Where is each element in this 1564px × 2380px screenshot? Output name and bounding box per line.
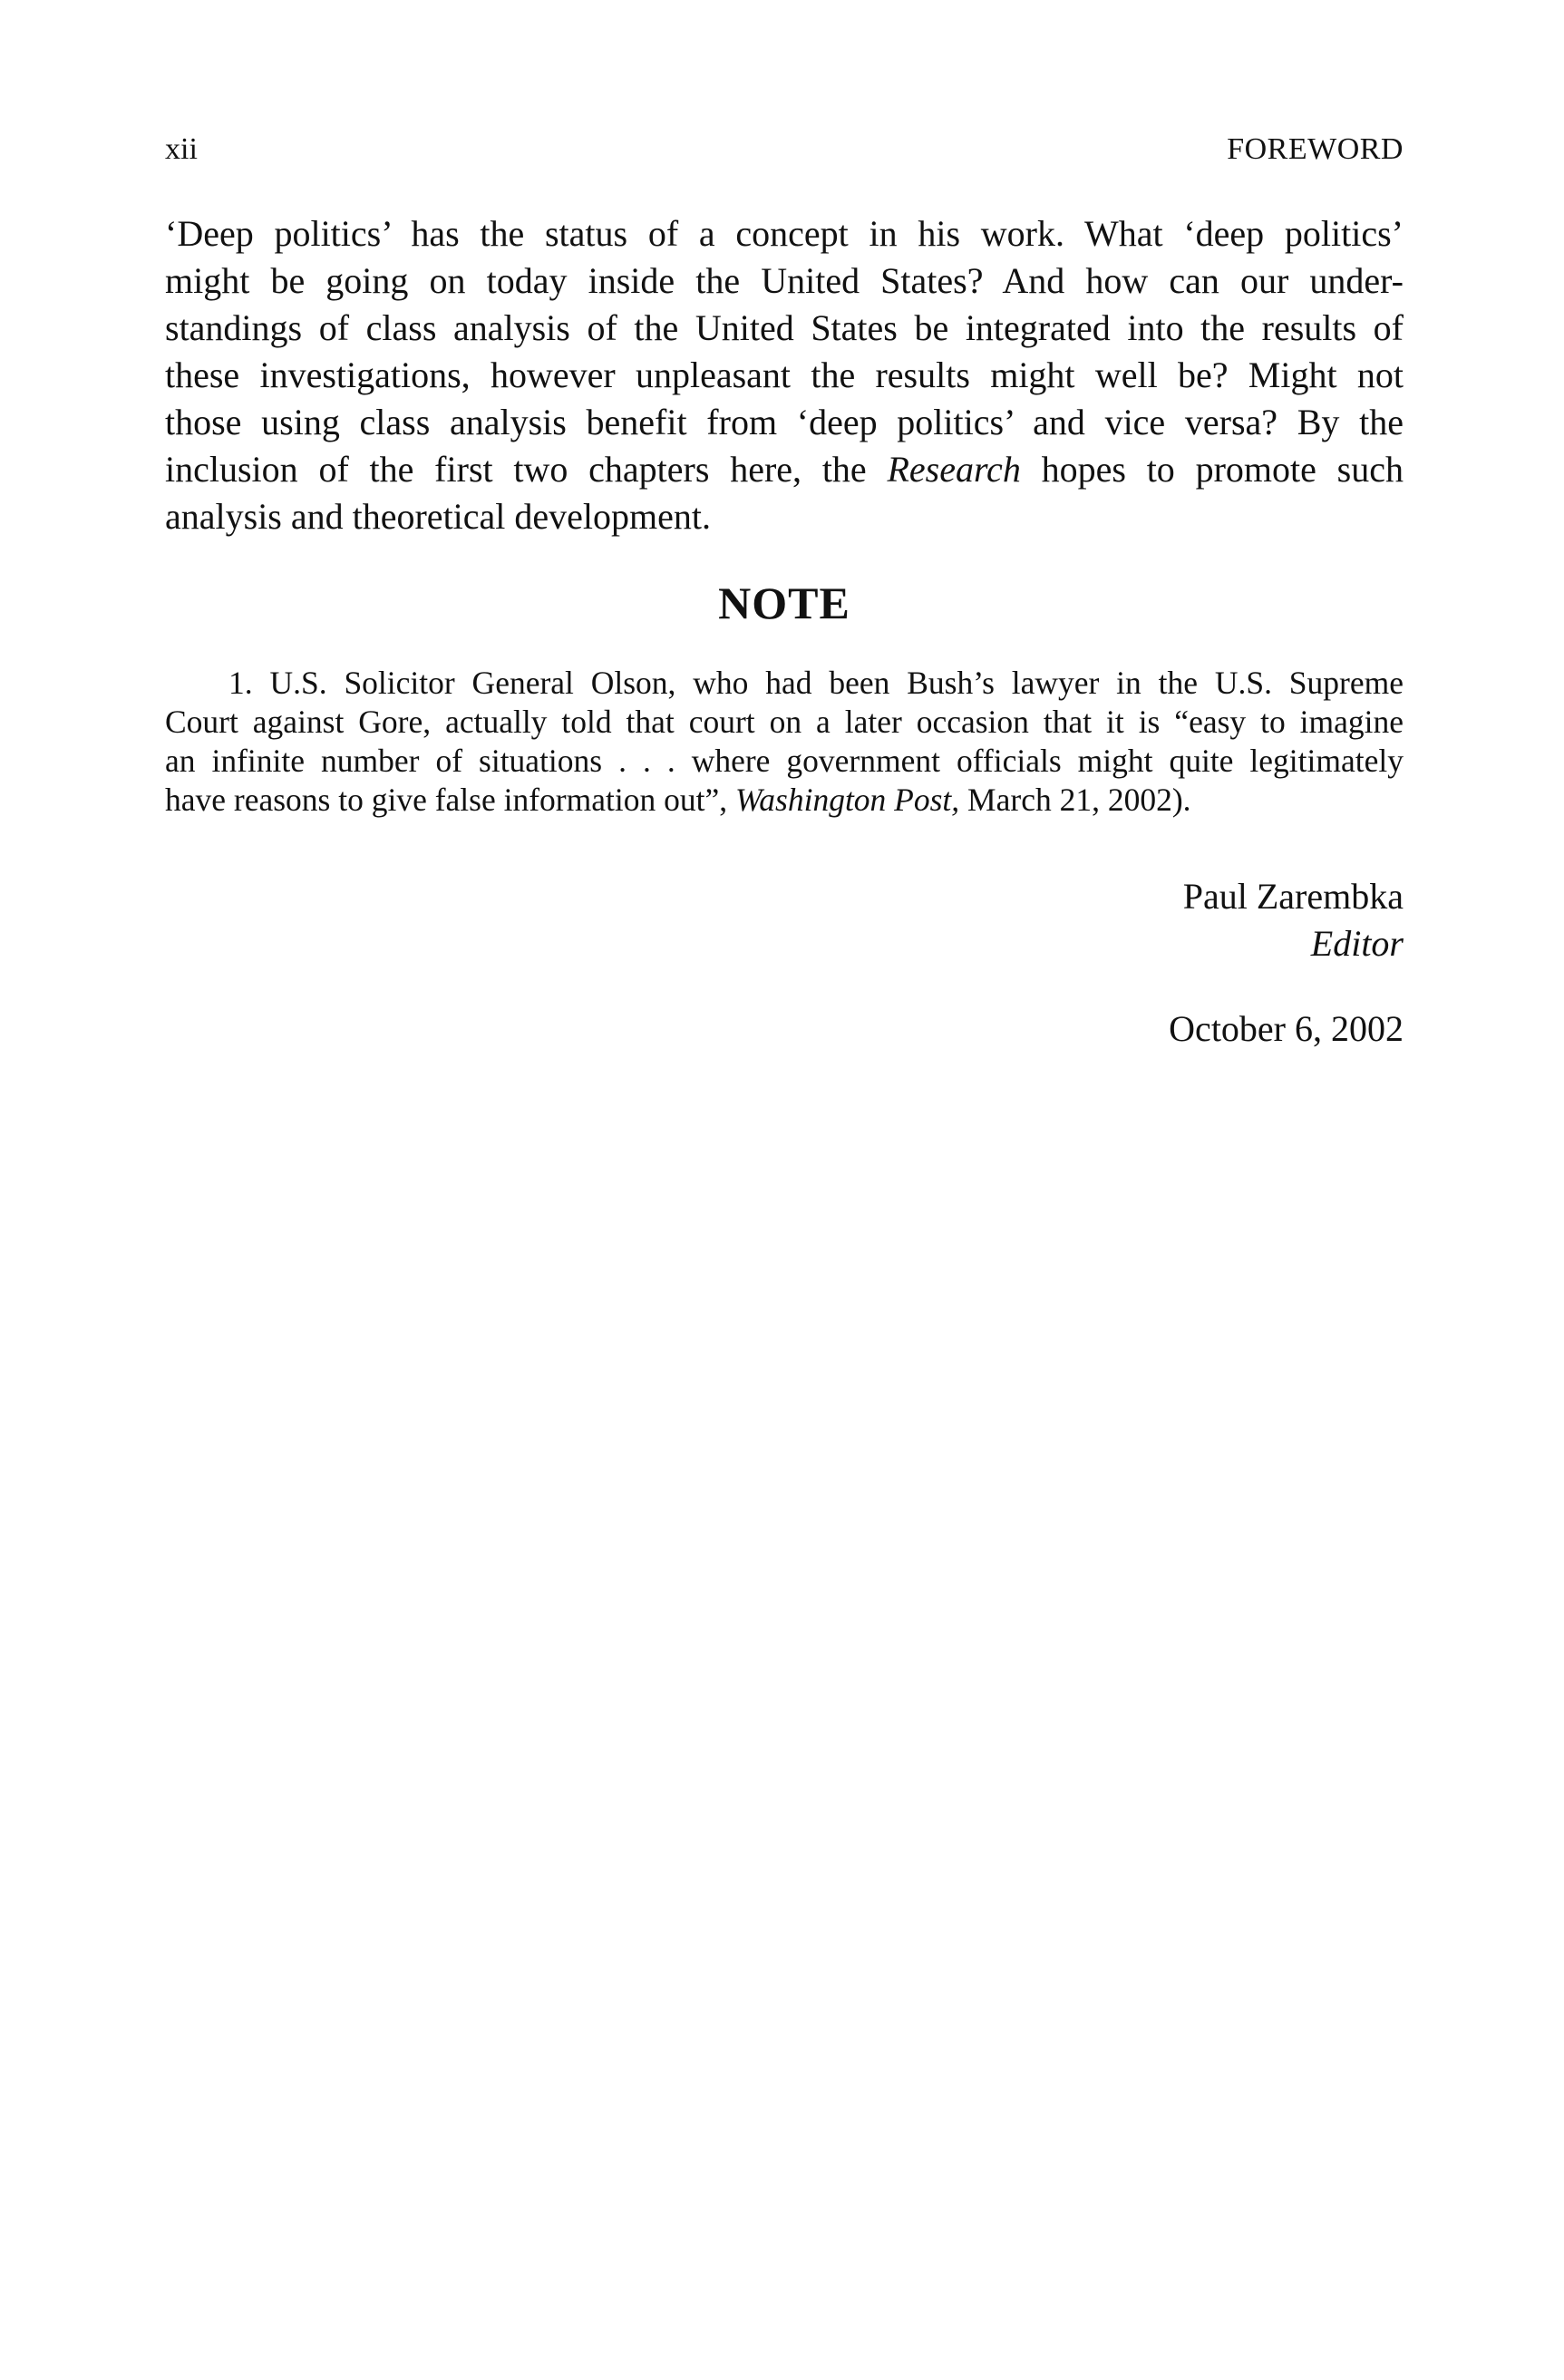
signature-date: October 6, 2002 — [1169, 1008, 1404, 1049]
body-line: standings of class analysis of the United States be integrated into the results of — [165, 307, 1404, 348]
body-text-segment: hopes to promote such — [1020, 449, 1404, 490]
body-text-segment: inclusion of the first two chapters here, the — [165, 449, 888, 490]
body-line: analysis and theoretical development. — [165, 496, 712, 537]
endnote — [165, 664, 1404, 820]
body-line: those using class analysis benefit from ‘deep politics’ and vice versa? By the — [165, 402, 1404, 442]
note-line: an infinite number of situations . . . where government officials might quite legitimately — [165, 743, 1404, 779]
body-line: might be going on today inside the United States? And how can our under- — [165, 260, 1404, 301]
source-title-italic: Washington Post, — [734, 782, 960, 818]
note-line: Court against Gore, actually told that court on a later occasion that it is “easy to imagine — [165, 704, 1404, 740]
body-line — [165, 446, 1404, 493]
body-paragraph — [165, 210, 1404, 540]
signature-block — [1169, 873, 1404, 1053]
research-title-italic: Research — [887, 449, 1021, 490]
page-header — [165, 130, 1404, 170]
body-line: these investigations, however unpleasant the results might well be? Might not — [165, 355, 1404, 395]
note-line — [165, 781, 1404, 820]
body-line: ‘Deep politics’ has the status of a concept in his work. What ‘deep politics’ — [165, 213, 1404, 254]
note-text-segment: March 21, 2002). — [959, 782, 1191, 818]
page-number: xii — [165, 132, 198, 166]
signature-title: Editor — [1310, 923, 1404, 964]
note-line: 1. U.S. Solicitor General Olson, who had been Bush’s lawyer in the U.S. Supreme — [228, 665, 1404, 701]
note-text-segment: have reasons to give false information out”, — [165, 782, 735, 818]
signature-name: Paul Zarembka — [1182, 876, 1404, 917]
note-heading: NOTE — [718, 578, 850, 628]
running-head: FOREWORD — [1227, 132, 1404, 166]
